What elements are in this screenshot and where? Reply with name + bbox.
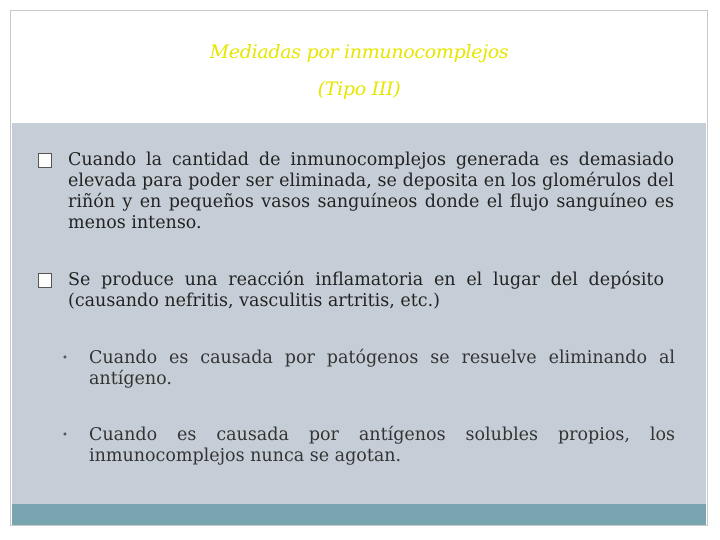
content-area	[12, 123, 706, 510]
dot-bullet-icon: •	[62, 353, 68, 364]
bullet-item	[68, 270, 664, 312]
slide-subtitle: (Tipo III)	[317, 78, 401, 100]
slide	[10, 10, 708, 526]
sub-bullet-item	[62, 348, 675, 390]
title-area	[11, 11, 707, 123]
bullet-text: Cuando la cantidad de inmunocomplejos generada es demasiado elevada para poder ser eliminada, se deposita en los glomérulos del riñón y en pequeños vasos sanguíneos donde el flujo sanguíneo es menos intenso.	[68, 150, 674, 233]
sub-bullet-item	[62, 425, 675, 467]
bullet-text: Se produce una reacción inflamatoria en el lugar del depósito (causando nefritis, vasculitis artritis, etc.)	[68, 270, 664, 311]
checkbox-bullet-icon	[38, 273, 52, 288]
bullet-item	[68, 150, 674, 234]
slide-title: Mediadas por inmunocomplejos	[209, 41, 509, 63]
sub-bullet-text: Cuando es causada por antígenos solubles propios, los inmunocomplejos nunca se agotan.	[89, 425, 675, 466]
checkbox-bullet-icon	[38, 153, 52, 168]
sub-bullet-text: Cuando es causada por patógenos se resuelve eliminando al antígeno.	[89, 348, 675, 389]
dot-bullet-icon: •	[62, 430, 68, 441]
footer-bar	[12, 504, 706, 525]
